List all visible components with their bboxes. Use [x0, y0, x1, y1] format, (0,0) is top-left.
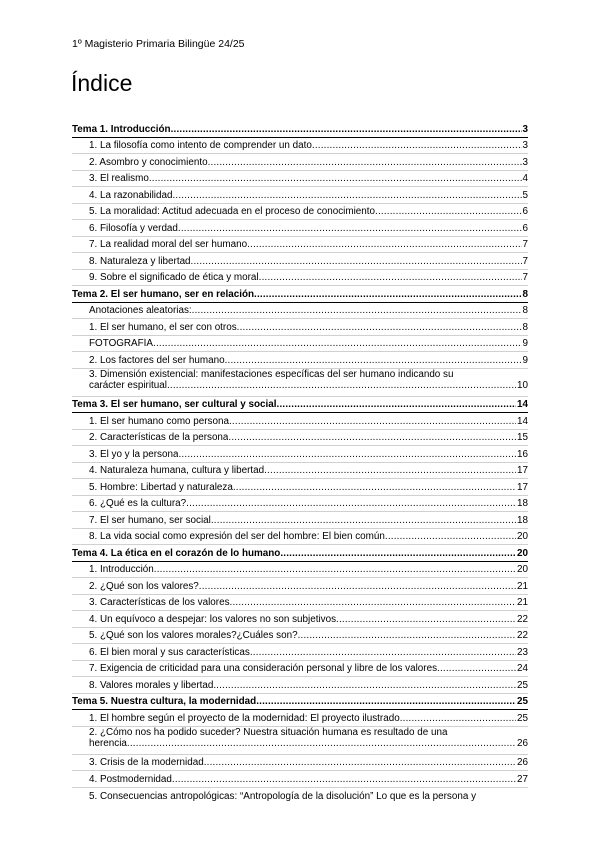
toc-entry-label: 5. Hombre: Libertad y naturaleza: [89, 481, 233, 493]
toc-leader-dots: [191, 256, 522, 268]
toc-entry-page: 3: [522, 156, 528, 168]
toc-entry-label: 1. La filosofía como intento de comprender un dato: [89, 140, 312, 151]
toc-entry[interactable]: [72, 611, 528, 628]
toc-leader-dots: [208, 157, 522, 169]
toc-entry-label: 2. ¿Cómo nos ha podido suceder? Nuestra situación humana es resultado de una: [89, 726, 448, 738]
toc-leader-dots: [186, 498, 516, 510]
toc-leader-dots: [149, 173, 522, 185]
toc-entry-label: 3. El realismo: [89, 173, 149, 184]
toc-entry-page: 22: [517, 630, 528, 641]
toc-leader-dots: [277, 399, 516, 411]
toc-entry-page: 9: [522, 354, 528, 366]
toc-leader-dots: [400, 713, 516, 725]
toc-leader-dots: [256, 696, 516, 708]
toc-entry[interactable]: [72, 677, 528, 694]
toc-entry[interactable]: [72, 171, 528, 188]
toc-entry-page: 20: [517, 564, 528, 575]
toc-entry-page: 21: [517, 580, 528, 592]
toc-entry-label: 3. Dimensión existencial: manifestaciones específicas del ser humano indicando su: [89, 368, 454, 380]
toc-entry[interactable]: [72, 496, 528, 513]
toc-entry-label: 7. Exigencia de criticidad para una consideración personal y libre de los valores: [89, 663, 438, 674]
toc-entry-page: 8: [522, 305, 528, 316]
toc-entry[interactable]: [72, 755, 528, 772]
toc-leader-dots: [172, 774, 516, 786]
toc-entry-page: 15: [517, 432, 528, 443]
toc-leader-dots: [264, 465, 516, 477]
toc-leader-dots: [259, 272, 522, 284]
toc-entry-label: 5. La moralidad: Actitud adecuada en el proceso de conocimiento: [89, 206, 376, 217]
toc-leader-dots: [280, 548, 516, 560]
toc-entry-label: 6. Filosofía y verdad: [89, 222, 178, 234]
document-header: 1º Magisterio Primaria Bilingüe 24/25: [72, 38, 245, 50]
toc-entry-page: 7: [522, 239, 528, 250]
toc-entry-page: 23: [517, 646, 528, 658]
toc-entry[interactable]: [72, 529, 528, 546]
toc-entry-label: Tema 1. Introducción: [72, 123, 171, 135]
toc-entry-page: 26: [517, 757, 528, 768]
toc-entry-label: 4. Naturaleza humana, cultura y libertad: [89, 465, 265, 476]
toc-entry-page: 4: [522, 173, 528, 184]
toc-entry-page: 3: [522, 140, 528, 151]
toc-entry[interactable]: [72, 562, 528, 579]
toc-chapter[interactable]: [72, 286, 528, 303]
toc-entry-label: 8. Naturaleza y libertad: [89, 255, 191, 267]
toc-leader-dots: [229, 416, 516, 428]
toc-leader-dots: [172, 190, 521, 202]
toc-entry-page: 8: [522, 288, 528, 300]
toc-entry[interactable]: [72, 771, 528, 788]
toc-entry[interactable]: [72, 661, 528, 678]
toc-entry-page: 6: [522, 206, 528, 217]
toc-entry-label: 4. Postmodernidad: [89, 773, 172, 785]
toc-entry-label: 1. El ser humano, el ser con otros: [89, 321, 237, 333]
toc-entry-label: 4. La razonabilidad: [89, 189, 173, 201]
toc-entry-page: 16: [517, 448, 528, 460]
toc-leader-dots: [178, 223, 522, 235]
toc-entry-page: 17: [517, 465, 528, 476]
toc-entry[interactable]: [72, 220, 528, 237]
toc-entry[interactable]: [72, 788, 528, 805]
toc-entry-page: 20: [517, 547, 528, 559]
toc-entry[interactable]: [72, 204, 528, 221]
toc-leader-dots: [192, 305, 522, 317]
toc-leader-dots: [375, 206, 521, 218]
toc-entry-page: 20: [517, 531, 528, 542]
toc-entry-page: 17: [517, 481, 528, 493]
toc-leader-dots: [254, 289, 521, 301]
toc-entry-label: 2. Los factores del ser humano: [89, 354, 225, 366]
toc-entry[interactable]: [72, 319, 528, 336]
toc-leader-dots: [225, 355, 522, 367]
toc-entry-label: 7. El ser humano, ser social: [89, 514, 211, 526]
toc-entry-page: 8: [522, 321, 528, 333]
toc-leader-dots: [204, 757, 516, 769]
toc-entry[interactable]: [72, 237, 528, 254]
toc-entry-label: 2. Asombro y conocimiento: [89, 156, 208, 168]
toc-entry-page: 18: [517, 514, 528, 526]
toc-entry[interactable]: [72, 352, 528, 369]
toc-chapter[interactable]: [72, 397, 528, 414]
toc-entry[interactable]: [72, 628, 528, 645]
toc-entry[interactable]: [72, 710, 528, 727]
toc-entry-label: 3. Crisis de la modernidad: [89, 757, 204, 768]
toc-entry-label: Tema 4. La ética en el corazón de lo humano: [72, 547, 281, 559]
toc-leader-dots: [237, 322, 522, 334]
toc-entry[interactable]: [72, 644, 528, 661]
toc-entry-label: 2. Características de la persona: [89, 432, 229, 443]
toc-chapter[interactable]: [72, 694, 528, 711]
toc-entry-page: 26: [517, 738, 528, 749]
toc-entry-label: 5. ¿Qué son los valores morales?¿Cuáles son?: [89, 630, 298, 641]
toc-entry[interactable]: [72, 512, 528, 529]
toc-leader-dots: [211, 515, 516, 527]
toc-leader-dots: [336, 614, 516, 626]
toc-entry-page: 7: [522, 255, 528, 267]
toc-entry-page: 27: [517, 773, 528, 785]
toc-leader-dots: [171, 124, 522, 136]
toc-entry[interactable]: [72, 413, 528, 430]
toc-entry-label: 1. Introducción: [89, 564, 154, 575]
toc-entry-page: 14: [517, 399, 528, 410]
toc-entry-page: 7: [522, 272, 528, 283]
toc-entry[interactable]: [72, 270, 528, 287]
page-title: Índice: [71, 70, 133, 96]
toc-entry[interactable]: [72, 578, 528, 595]
toc-leader-dots: [167, 380, 516, 392]
toc-entry-label: 9. Sobre el significado de ética y moral: [89, 272, 259, 283]
toc-entry-label-continued: herencia: [89, 738, 127, 749]
toc-entry[interactable]: [72, 253, 528, 270]
toc-entry-page: 25: [517, 696, 528, 707]
toc-entry[interactable]: [72, 479, 528, 496]
toc-entry[interactable]: [72, 369, 528, 397]
toc-entry-page: 5: [522, 189, 528, 201]
toc-entry[interactable]: [72, 595, 528, 612]
table-of-contents: [72, 121, 528, 804]
toc-entry-label: 3. El yo y la persona: [89, 448, 179, 460]
toc-entry-label: 7. La realidad moral del ser humano: [89, 239, 248, 250]
toc-entry-label: FOTOGRAFÍA: [89, 338, 154, 349]
toc-entry[interactable]: [72, 138, 528, 155]
toc-leader-dots: [312, 140, 522, 152]
toc-leader-dots: [233, 482, 516, 494]
toc-entry-page: 3: [522, 123, 528, 135]
toc-leader-dots: [127, 738, 516, 750]
toc-entry-label: 1. El hombre según el proyecto de la modernidad: El proyecto ilustrado: [89, 712, 400, 724]
toc-entry-label: 8. Valores morales y libertad.: [89, 679, 217, 691]
toc-entry-label: 6. El bien moral y sus características: [89, 646, 250, 658]
toc-entry-page: 24: [517, 663, 528, 674]
toc-leader-dots: [230, 597, 517, 609]
toc-entry-label: 3. Características de los valores: [89, 597, 230, 608]
toc-entry-page: 25: [517, 679, 528, 691]
toc-entry-label: 2. ¿Qué son los valores?: [89, 580, 199, 592]
toc-entry-page: 10: [517, 380, 528, 391]
toc-entry[interactable]: [72, 154, 528, 171]
toc-entry-page: 25: [517, 712, 528, 724]
toc-entry-label: Tema 2. El ser humano, ser en relación: [72, 288, 255, 300]
toc-entry[interactable]: [72, 187, 528, 204]
toc-chapter[interactable]: [72, 121, 528, 138]
toc-leader-dots: [178, 449, 516, 461]
toc-entry-page: 14: [517, 415, 528, 427]
toc-entry-label: 6. ¿Qué es la cultura?: [89, 498, 187, 509]
toc-leader-dots: [154, 564, 516, 576]
toc-leader-dots: [250, 647, 516, 659]
toc-entry-label: 4. Un equívoco a despejar: los valores no son subjetivos: [89, 613, 337, 625]
toc-entry-page: 22: [517, 613, 528, 625]
toc-leader-dots: [298, 630, 516, 642]
toc-entry-page: 9: [522, 338, 528, 349]
toc-entry[interactable]: [72, 430, 528, 447]
toc-entry-page: 18: [517, 498, 528, 509]
toc-entry-label: Anotaciones aleatorias:: [89, 305, 192, 316]
toc-entry[interactable]: [72, 463, 528, 480]
toc-entry-label-continued: carácter espiritual: [89, 380, 167, 391]
toc-leader-dots: [247, 239, 521, 251]
toc-leader-dots: [385, 531, 516, 543]
toc-leader-dots: [199, 581, 516, 593]
toc-entry[interactable]: [72, 303, 528, 320]
toc-leader-dots: [228, 432, 516, 444]
toc-entry-label: 8. La vida social como expresión del ser del hombre: El bien común: [89, 531, 385, 542]
toc-entry-label: Tema 5. Nuestra cultura, la modernidad: [72, 696, 257, 707]
toc-chapter[interactable]: [72, 545, 528, 562]
toc-entry-label: 1. El ser humano como persona: [89, 415, 229, 427]
toc-entry[interactable]: [72, 336, 528, 353]
toc-entry-label: Tema 3. El ser humano, ser cultural y social: [72, 399, 277, 410]
toc-entry[interactable]: [72, 727, 528, 755]
toc-entry-page: 21: [517, 597, 528, 608]
toc-leader-dots: [437, 663, 516, 675]
toc-entry-page: 6: [522, 222, 528, 234]
toc-leader-dots: [153, 338, 521, 350]
toc-entry[interactable]: [72, 446, 528, 463]
toc-leader-dots: [216, 680, 516, 692]
toc-entry-label: 5. Consecuencias antropológicas: “Antropología de la disolución” Lo que es la persona y: [89, 791, 477, 802]
